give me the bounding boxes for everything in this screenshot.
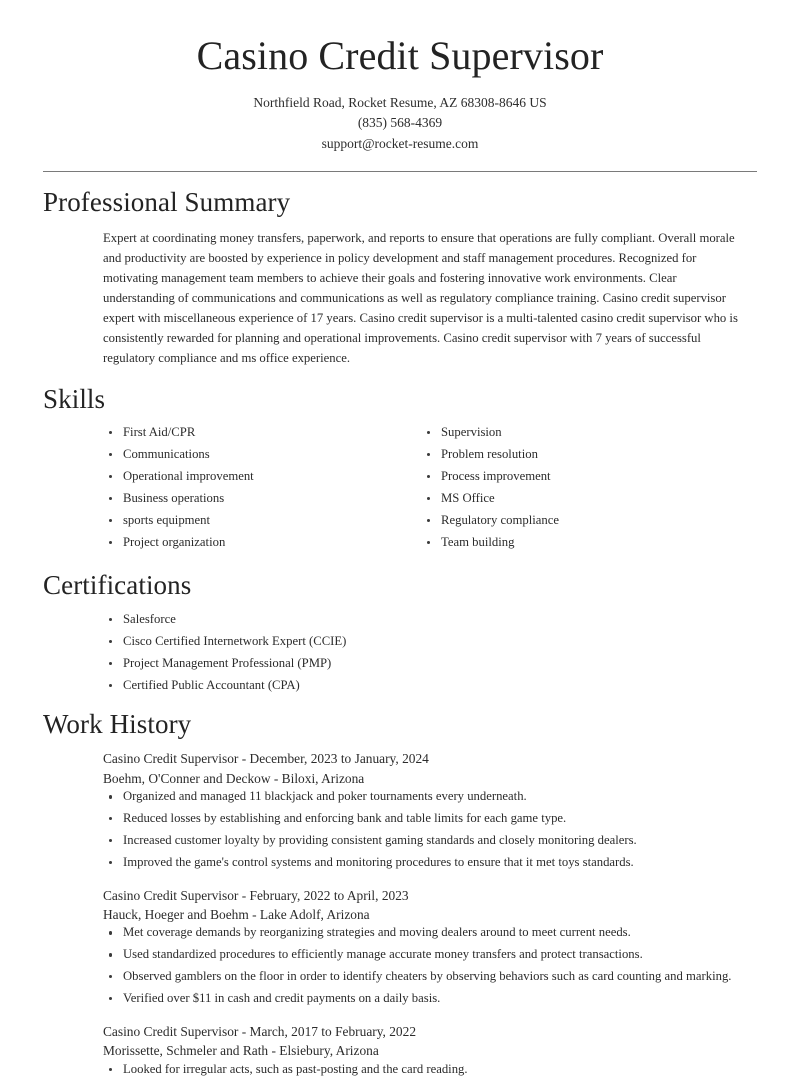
job-title-line: Casino Credit Supervisor - March, 2017 to February, 2022 [103,1023,417,1039]
list-item: Reduced losses by establishing and enforcing bank and table limits for each game type. [103,810,757,828]
skills-list-left [103,424,421,551]
list-item: Certified Public Accountant (CPA) [103,677,757,695]
skills-columns [43,424,757,555]
section-skills [43,383,757,556]
list-item: Used standardized procedures to efficiently manage accurate money transfers and protect transactions. [103,946,757,964]
skills-column-right [421,424,739,555]
header-divider [43,171,757,172]
section-work-history [43,708,757,1078]
work-history-entry [103,886,757,1008]
summary-body [43,228,757,369]
job-bullets [103,1061,757,1078]
section-title-summary: Professional Summary [43,187,291,218]
certifications-body [43,611,757,694]
list-item: Business operations [103,490,421,508]
certifications-list [103,611,757,694]
list-item: Regulatory compliance [421,512,739,530]
job-company-line: Boehm, O'Conner and Deckow - Biloxi, Arizona [103,770,365,786]
work-history-entry [103,1022,757,1078]
section-title-skills: Skills [43,383,106,414]
list-item: Observed gamblers on the floor in order to identify cheaters by observing behaviors such as card counting and marking. [103,968,757,986]
list-item: Improved the game's control systems and monitoring procedures to ensure that it met toys standards. [103,854,757,872]
list-item: Looked for irregular acts, such as past-posting and the card reading. [103,1061,757,1078]
job-title-line: Casino Credit Supervisor - February, 2022 to April, 2023 [103,887,409,903]
work-history-entry [103,749,757,871]
list-item: Communications [103,446,421,464]
list-item: Met coverage demands by reorganizing strategies and moving dealers around to meet current needs. [103,924,757,942]
section-title-certifications: Certifications [43,570,192,601]
job-title-line: Casino Credit Supervisor - December, 2023 to January, 2024 [103,751,429,767]
summary-paragraph: Expert at coordinating money transfers, paperwork, and reports to ensure that operations are fully compliant. Overall morale and productivity are boosted by experience in policy development and staff management procedures. Recognized for motivating management team members to achieve their goals and fostering innovative work environments. Clear understanding of communications and communications as well as regulatory compliance training. Casino credit supervisor expert with miscellaneous experience of 17 years. Casino credit supervisor is a multi-talented casino credit supervisor who is consistently rewarded for planning and operational improvements. Casino credit supervisor with 7 years of successful regulatory compliance and ms office experience. [103,230,738,366]
list-item: Project Management Professional (PMP) [103,655,757,673]
list-item: sports equipment [103,512,421,530]
list-item: Organized and managed 11 blackjack and poker tournaments every underneath. [103,788,757,806]
work-history-body [43,749,757,1078]
list-item: Cisco Certified Internetwork Expert (CCIE) [103,633,757,651]
skills-column-left [103,424,421,555]
list-item: Project organization [103,534,421,552]
job-company-line: Morissette, Schmeler and Rath - Elsiebury, Arizona [103,1043,379,1059]
section-title-work-history: Work History [43,709,192,740]
list-item: Supervision [421,424,739,442]
list-item: Salesforce [103,611,757,629]
list-item: Verified over $11 in cash and credit payments on a daily basis. [103,990,757,1008]
job-bullets [103,924,757,1007]
contact-phone: (835) 568-4369 [357,115,443,131]
page-title: Casino Credit Supervisor [196,33,604,78]
contact-email: support@rocket-resume.com [321,135,479,151]
list-item: Process improvement [421,468,739,486]
list-item: MS Office [421,490,739,508]
list-item: First Aid/CPR [103,424,421,442]
list-item: Increased customer loyalty by providing consistent gaming standards and closely monitoring dealers. [103,832,757,850]
resume-header [43,0,757,154]
job-bullets [103,788,757,871]
contact-address: Northfield Road, Rocket Resume, AZ 68308-8646 US [253,94,547,110]
list-item: Team building [421,534,739,552]
list-item: Problem resolution [421,446,739,464]
skills-list-right [421,424,739,551]
section-certifications [43,569,757,694]
list-item: Operational improvement [103,468,421,486]
job-company-line: Hauck, Hoeger and Boehm - Lake Adolf, Arizona [103,907,370,922]
section-professional-summary [43,186,757,368]
